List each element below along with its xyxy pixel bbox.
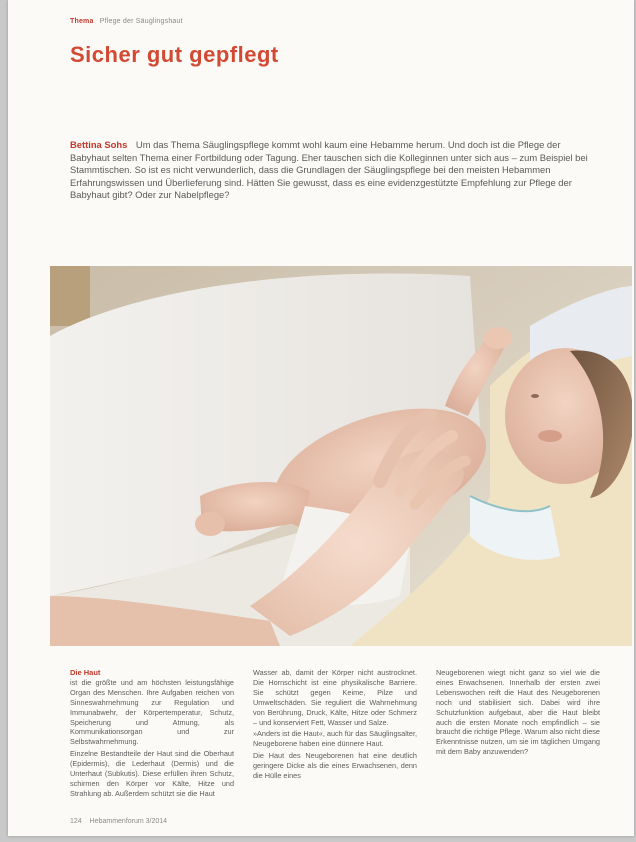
publication-name: Hebammenforum 3/2014	[89, 818, 168, 825]
lead-text: Um das Thema Säuglingspflege kommt wohl kaum eine Hebamme herum. Und doch ist die Pflege der Babyhaut selten Thema einer Fortbildung oder Tagung. Eher tauschen sich die Kolleginnen unter sich aus – zum Beispiel bei Stammtischen. So ist es nicht verwunderlich, dass die Grundlagen der Säuglingspflege bei den meisten Hebammen Erfahrungswissen und Überlieferung sind. Hätten Sie gewusst, dass es eine evidenzgestützte Empfehlung zur Pflege der Babyhaut gibt? Oder zur Nabelpflege?	[70, 139, 588, 201]
paragraph: Die Haut des Neugeborenen hat eine deutlich geringere Dicke als die eines Erwachsenen, denn die Hülle eines	[253, 751, 417, 781]
article-lead	[70, 139, 600, 202]
text-column-2	[253, 668, 417, 783]
paragraph: »Anders ist die Haut«, auch für das Säuglingsalter, Neugeborene haben eine dünnere Haut.	[253, 729, 417, 749]
text-column-1	[70, 668, 234, 801]
article-author: Bettina Sohs	[70, 139, 128, 150]
newborn-photo-illustration	[50, 266, 632, 646]
magazine-page	[8, 0, 634, 836]
section-topic: Thema	[70, 18, 94, 25]
section-subtitle: Pflege der Säuglingshaut	[99, 18, 183, 25]
paragraph: Einzelne Bestandteile der Haut sind die Oberhaut (Epidermis), die Lederhaut (Dermis) und die Unterhaut (Subkutis). Diese erfüllen ihren Schutz, schirmen den Körper vor Kälte, Hitze und Strahlung ab. Außerdem schützt sie die Haut	[70, 749, 234, 798]
paragraph: Neugeborenen wiegt nicht ganz so viel wie die eines Erwachsenen. Innerhalb der ersten zwei Lebenswochen reift die Haut des Neugeborenen noch und stabilisiert sich. Dabei wird ihre Schutzfunktion aufgebaut, aber die Haut bleibt auch die ersten Monate noch empfindlich – sie braucht die richtige Pflege. Warum also nicht diese Erkenntnisse nutzen, um sie im täglichen Umgang mit dem Baby anzuwenden?	[436, 668, 600, 757]
article-photo	[50, 266, 632, 646]
text-column-3	[436, 668, 600, 759]
page-number: 124	[70, 818, 82, 825]
page-footer	[70, 818, 167, 825]
paragraph: Wasser ab, damit der Körper nicht austrocknet. Die Hornschicht ist eine physikalische Barriere. Sie schützt gegen Keime, Pilze und Umweltschäden. Sie reguliert die Wahrnehmung von Berührung, Druck, Kälte, Hitze oder Schmerz – und konserviert Fett, Wasser und Salze.	[253, 668, 417, 727]
section-kicker	[70, 18, 183, 25]
paragraph: ist die größte und am höchsten leistungsfähige Organ des Menschen. Ihre Aufgaben reichen von Sinneswahrnehmung zur Regulation und Immunabwehr, der Körpertemperatur, Schutz, Speicherung und Atmung, als Kommunikationsorgan und zur Selbstwahrnehmung.	[70, 677, 234, 747]
article-title: Sicher gut gepflegt	[70, 42, 279, 67]
subheading-die-haut: Die Haut	[70, 668, 101, 677]
